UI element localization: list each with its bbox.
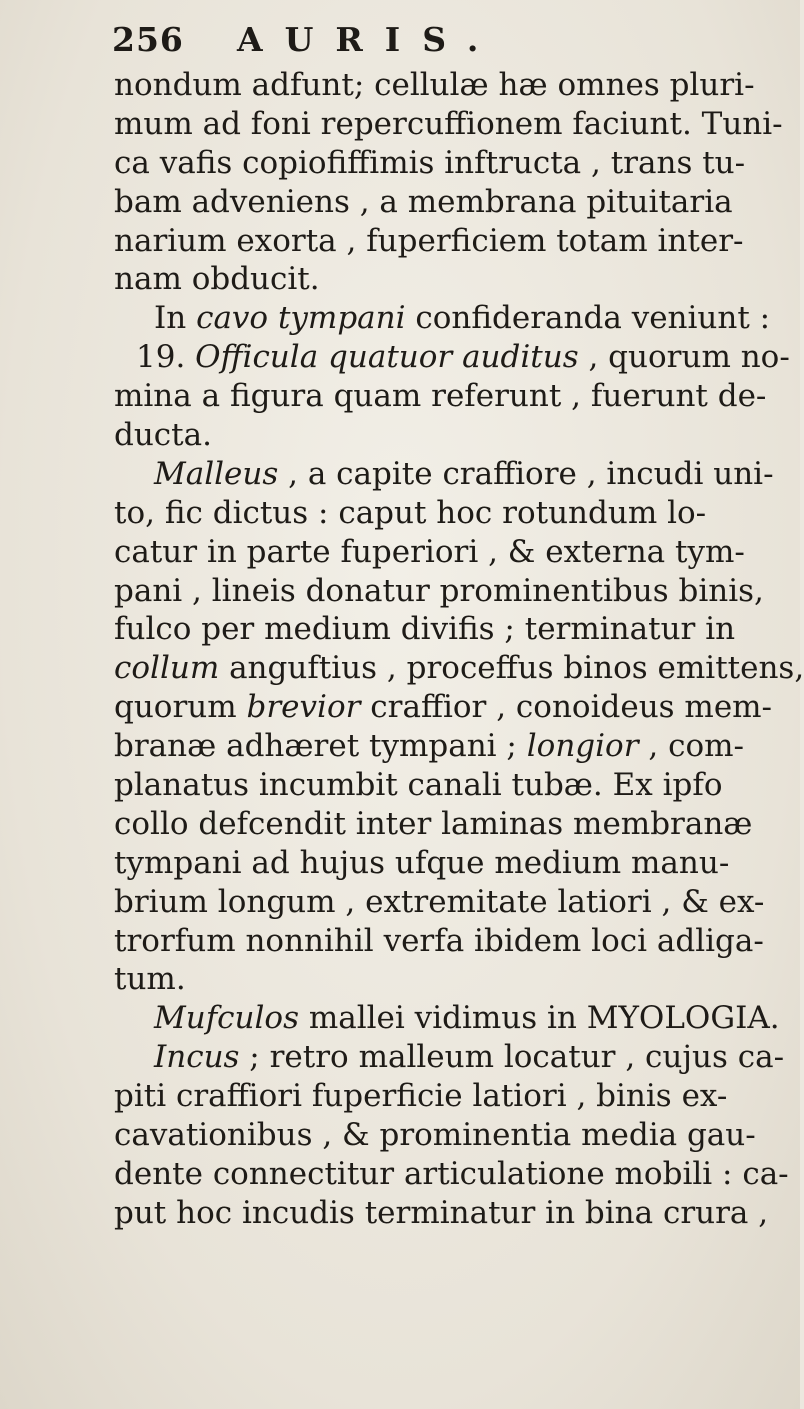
body-text: [114, 66, 804, 1233]
text-segment: fulco per medium divifis ; terminatur in: [114, 611, 736, 648]
text-segment: ca vafis copiofiffimis inftructa , trans tu-: [114, 144, 746, 181]
text-segment: tympani ad hujus ufque medium manu-: [114, 844, 730, 881]
text-segment: craffior , conoideus mem-: [360, 689, 773, 726]
text-line: [114, 1194, 769, 1233]
text-segment: trorfum nonnihil verfa ibidem loci adliga-: [114, 922, 764, 959]
text-segment: cavationibus , & prominentia media gau-: [114, 1117, 756, 1154]
text-segment: to, fic dictus : caput hoc rotundum lo-: [114, 494, 707, 531]
text-line: [114, 1077, 728, 1116]
text-segment: 19.: [136, 339, 196, 376]
text-line: [114, 144, 746, 183]
text-segment: put hoc incudis terminatur in bina crura ,: [114, 1194, 769, 1231]
text-segment: planatus incumbit canali tubæ. Ex ipfo: [114, 767, 723, 804]
text-segment: , quorum no-: [578, 339, 790, 376]
text-line: [114, 299, 771, 338]
text-line: [114, 649, 804, 688]
text-line: [114, 222, 744, 261]
text-segment: ; retro malleum locatur , cujus ca-: [239, 1039, 785, 1076]
text-segment: nondum adfunt; cellulæ hæ omnes pluri-: [114, 67, 755, 103]
text-line: [114, 960, 684, 999]
italic-term: longior: [526, 728, 639, 765]
text-line: [114, 455, 774, 494]
text-segment: , a capite craffiore , incudi uni-: [278, 455, 774, 492]
text-line: [114, 1116, 756, 1155]
italic-term: Incus: [154, 1039, 240, 1076]
italic-term: cavo tympani: [196, 300, 406, 337]
text-line: [114, 1038, 785, 1077]
page-number: 256: [112, 20, 184, 59]
text-segment: mallei vidimus in MYOLOGIA.: [299, 1000, 780, 1037]
text-segment: bam adveniens , a membrana pituitaria: [114, 183, 733, 220]
text-line: [114, 416, 684, 455]
text-segment: confideranda veniunt :: [405, 300, 771, 337]
text-segment: piti craffiori fuperficie latiori , binis ex-: [114, 1078, 728, 1115]
italic-term: Malleus: [154, 455, 279, 492]
text-line: [114, 377, 767, 416]
text-line: [114, 572, 764, 611]
text-line: [114, 105, 783, 144]
italic-term: collum: [114, 650, 220, 687]
text-segment: In: [154, 300, 197, 337]
text-segment: catur in parte fuperiori , & externa tym-: [114, 533, 745, 570]
text-segment: tum.: [114, 961, 186, 998]
italic-term: Officula quatuor auditus: [195, 339, 579, 376]
text-segment: brium longum , extremitate latiori , & ex-: [114, 883, 765, 920]
text-line: [114, 338, 790, 377]
text-segment: quorum: [114, 689, 247, 726]
text-line: [114, 766, 723, 805]
text-segment: branæ adhæret tympani ;: [114, 728, 527, 765]
text-segment: mina a figura quam referunt , fuerunt de-: [114, 378, 767, 415]
text-line: [114, 494, 707, 533]
text-segment: collo defcendit inter laminas membranæ: [114, 805, 753, 842]
text-line: [114, 1155, 789, 1194]
text-line: [114, 727, 744, 766]
text-segment: mum ad foni repercuffionem faciunt. Tuni-: [114, 105, 783, 142]
text-line: [114, 260, 684, 299]
text-segment: nam obducit.: [114, 261, 320, 298]
italic-term: brevior: [246, 689, 361, 726]
text-segment: , com-: [638, 728, 744, 765]
text-line: [114, 883, 765, 922]
text-line: [114, 183, 733, 222]
text-segment: pani , lineis donatur prominentibus binis,: [114, 572, 764, 609]
running-head: [112, 20, 692, 60]
text-line: [114, 66, 755, 105]
text-line: [114, 922, 764, 961]
text-line: [114, 844, 730, 883]
text-segment: narium exorta , fuperficiem totam inter-: [114, 222, 744, 259]
text-line: [114, 610, 736, 649]
text-line: [114, 805, 753, 844]
text-segment: dente connectitur articulatione mobili : ca-: [114, 1155, 789, 1192]
text-segment: anguftius , proceffus binos emittens,: [219, 650, 804, 687]
text-line: [114, 533, 745, 572]
italic-term: Mufculos: [154, 1000, 299, 1037]
text-segment: ducta.: [114, 417, 212, 454]
text-line: [114, 688, 773, 727]
running-title: AURIS.: [237, 20, 501, 59]
text-line: [114, 999, 780, 1038]
